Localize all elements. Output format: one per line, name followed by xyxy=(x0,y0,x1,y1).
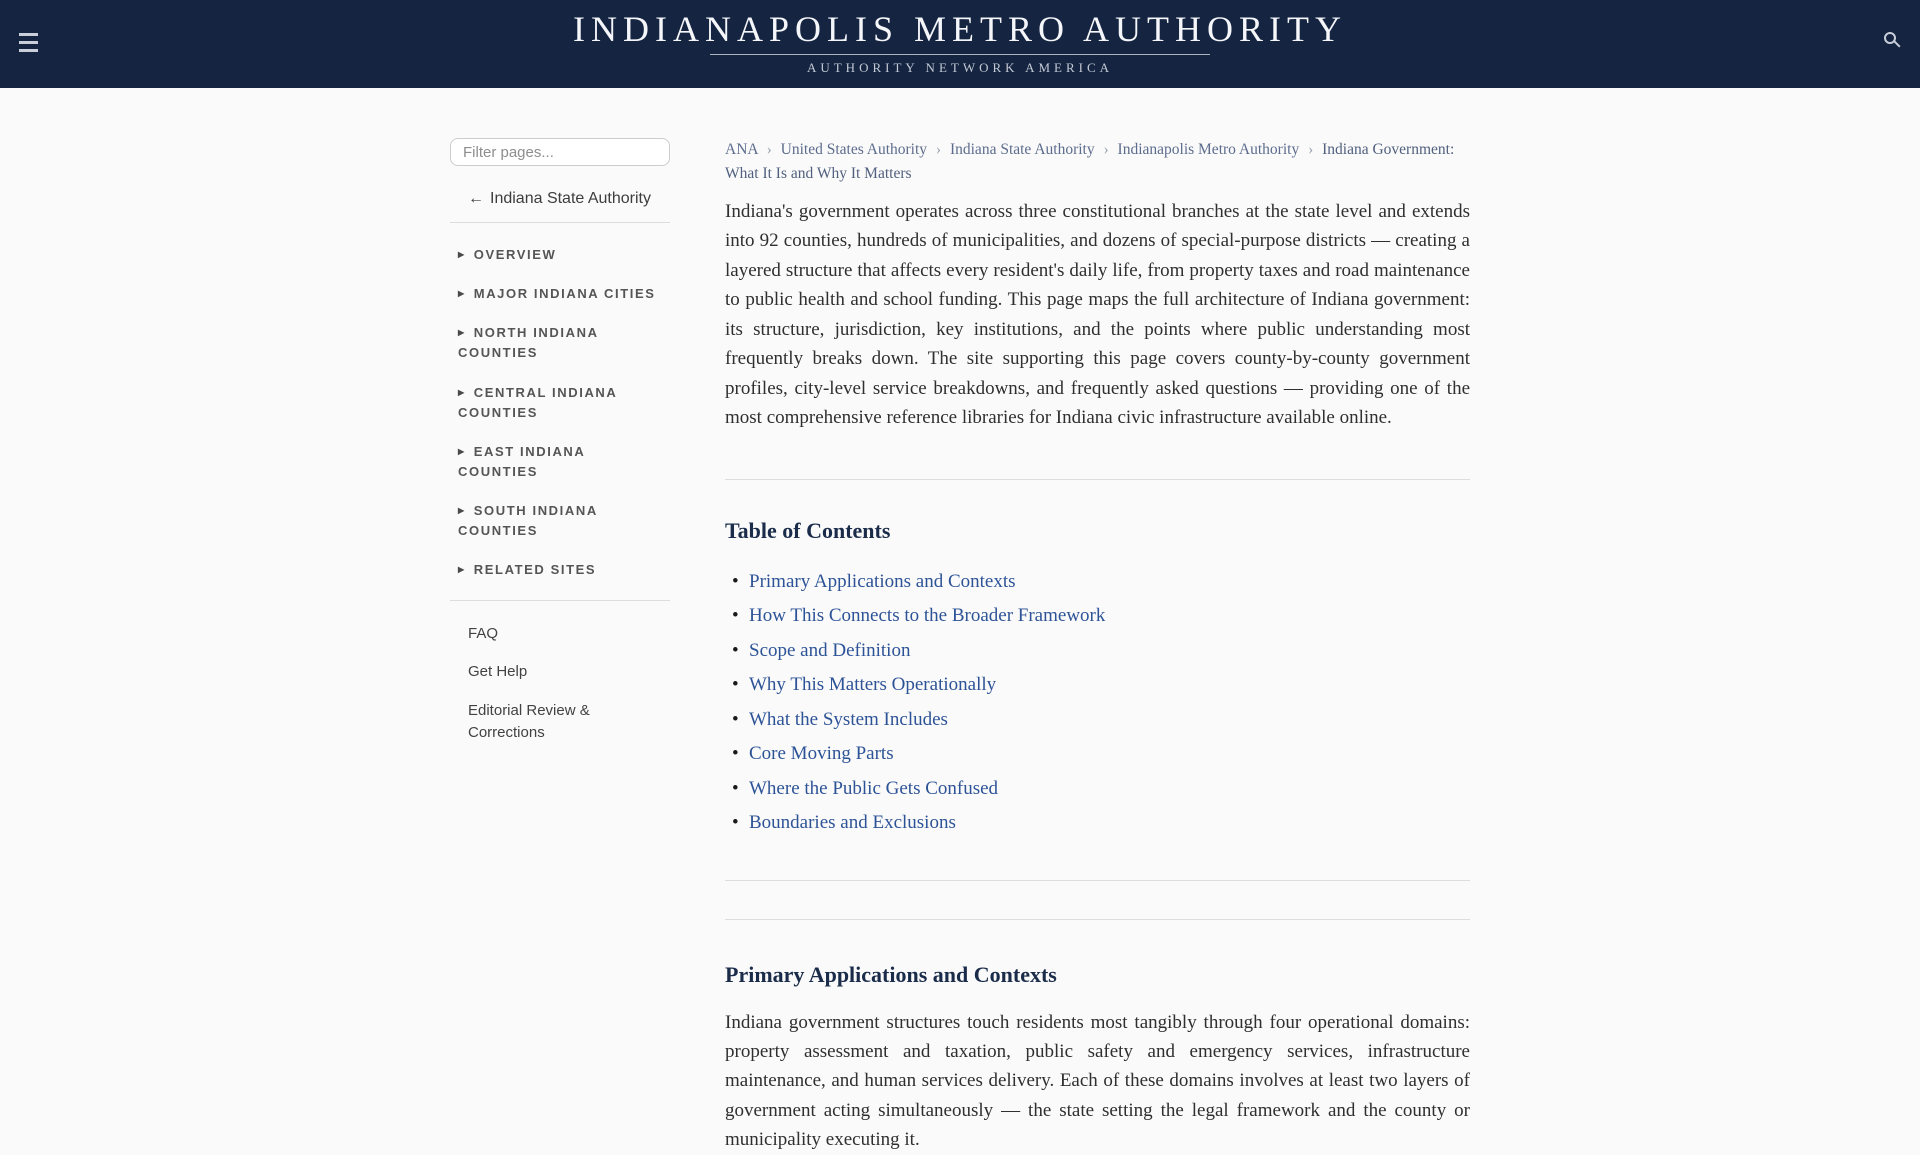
sidebar-link-faq[interactable]: FAQ xyxy=(468,624,499,642)
expand-arrow-icon: ▶ xyxy=(458,250,466,259)
breadcrumb-link-indiana-state-authority[interactable]: Indiana State Authority xyxy=(949,141,1095,158)
sidebar-item-label: OVERVIEW xyxy=(473,247,557,262)
header-title-block xyxy=(0,8,1920,76)
content-divider xyxy=(725,919,1470,920)
sidebar-item-overview[interactable] xyxy=(458,245,670,265)
expand-arrow-icon: ▶ xyxy=(458,328,466,338)
sidebar-item-south-indiana-counties[interactable] xyxy=(458,501,670,541)
search-icon[interactable] xyxy=(1882,30,1906,54)
toc-link-broader-framework[interactable]: How This Connects to the Broader Framework xyxy=(749,605,1106,627)
toc-item xyxy=(749,568,1470,597)
main-content xyxy=(725,138,1470,1155)
sidebar-footer-links xyxy=(468,623,670,744)
section-paragraph: Indiana government structures touch residents most tangibly through four operational domains: property assessment and taxation, public safety and emergency services, infrastructure maintenance, and human services delivery. Each of these domains involves at least two layers of government acting simultaneously — the state setting the legal framework and the county or municipality executing it. xyxy=(725,1011,1470,1151)
back-arrow-icon: ← xyxy=(468,190,484,207)
back-link-label: Indiana State Authority xyxy=(490,190,651,207)
toc-item xyxy=(749,602,1470,631)
content-divider xyxy=(725,880,1470,881)
sidebar-item-east-indiana-counties[interactable] xyxy=(458,442,670,482)
table-of-contents xyxy=(725,568,1470,838)
toc-item xyxy=(749,740,1470,769)
toc-item xyxy=(749,809,1470,838)
intro-paragraph: Indiana's government operates across three constitutional branches at the state level and extends into 92 counties, hundreds of municipalities, and dozens of special-purpose districts — creating a layered structure that affects every resident's daily life, from property taxes and road maintenance to public health and school funding. This page maps the full architecture of Indiana government: its structure, jurisdiction, key institutions, and the points where public understanding most frequently breaks down. The site supporting this page covers county-by-county government profiles, city-level service breakdowns, and frequently asked questions — providing one of the most comprehensive reference libraries for Indiana civic infrastructure available online. xyxy=(725,201,1470,429)
toc-item xyxy=(749,671,1470,700)
expand-arrow-icon: ▶ xyxy=(458,289,466,299)
breadcrumb-separator: › xyxy=(935,141,942,158)
breadcrumb xyxy=(725,138,1470,186)
breadcrumb-link-ana[interactable]: ANA xyxy=(725,141,758,158)
breadcrumb-separator: › xyxy=(1308,141,1314,158)
section-heading-primary-applications: Primary Applications and Contexts xyxy=(725,961,1057,987)
sidebar-link-get-help[interactable]: Get Help xyxy=(468,663,528,681)
site-header xyxy=(0,0,1920,88)
toc-heading: Table of Contents xyxy=(725,517,891,543)
sidebar-item-label: RELATED SITES xyxy=(473,562,597,578)
sidebar-item-central-indiana-counties[interactable] xyxy=(458,383,670,423)
breadcrumb-current-page: Indiana Government: What It Is and Why It Matters xyxy=(725,141,1455,183)
expand-arrow-icon: ▶ xyxy=(458,565,466,575)
sidebar-item-label: MAJOR INDIANA CITIES xyxy=(473,286,656,302)
sidebar-divider-top xyxy=(450,222,670,223)
expand-arrow-icon: ▶ xyxy=(458,446,466,456)
toc-link-boundaries-exclusions[interactable]: Boundaries and Exclusions xyxy=(749,812,956,834)
toc-link-system-includes[interactable]: What the System Includes xyxy=(749,708,948,730)
filter-pages-input[interactable] xyxy=(450,138,670,166)
toc-link-core-moving-parts[interactable]: Core Moving Parts xyxy=(749,743,894,765)
expand-arrow-icon: ▶ xyxy=(458,506,466,516)
content-divider xyxy=(725,479,1470,480)
sidebar-nav xyxy=(450,245,670,581)
site-title: INDIANAPOLIS METRO AUTHORITY xyxy=(573,9,1347,49)
back-link-indiana-state-authority[interactable] xyxy=(468,190,670,208)
toc-item xyxy=(749,706,1470,735)
sidebar-divider-bottom xyxy=(450,600,670,601)
sidebar-item-label: CENTRAL INDIANA COUNTIES xyxy=(458,384,617,420)
breadcrumb-separator: › xyxy=(1103,141,1109,158)
sidebar-link-editorial-review[interactable]: Editorial Review & Corrections xyxy=(468,702,590,741)
sidebar-item-label: SOUTH INDIANA COUNTIES xyxy=(458,503,598,539)
sidebar-item-related-sites[interactable] xyxy=(458,560,670,580)
toc-item xyxy=(749,637,1470,666)
sidebar-item-label: NORTH INDIANA COUNTIES xyxy=(458,325,599,361)
page-wrapper xyxy=(450,88,1470,1155)
breadcrumb-link-united-states-authority[interactable]: United States Authority xyxy=(780,141,928,158)
breadcrumb-link-indianapolis-metro-authority[interactable]: Indianapolis Metro Authority xyxy=(1117,141,1300,158)
sidebar xyxy=(450,138,670,1155)
toc-link-why-matters[interactable]: Why This Matters Operationally xyxy=(749,674,997,696)
sidebar-item-label: EAST INDIANA COUNTIES xyxy=(458,443,585,479)
site-subtitle: AUTHORITY NETWORK AMERICA xyxy=(806,60,1114,75)
breadcrumb-separator: › xyxy=(766,141,772,158)
toc-link-primary-applications[interactable]: Primary Applications and Contexts xyxy=(749,570,1016,592)
toc-link-public-confused[interactable]: Where the Public Gets Confused xyxy=(749,777,999,799)
toc-item xyxy=(749,775,1470,804)
title-divider xyxy=(710,54,1210,55)
sidebar-item-north-indiana-counties[interactable] xyxy=(458,323,670,363)
sidebar-item-major-indiana-cities[interactable] xyxy=(458,284,670,304)
toc-link-scope-definition[interactable]: Scope and Definition xyxy=(749,639,911,661)
expand-arrow-icon: ▶ xyxy=(458,387,466,397)
